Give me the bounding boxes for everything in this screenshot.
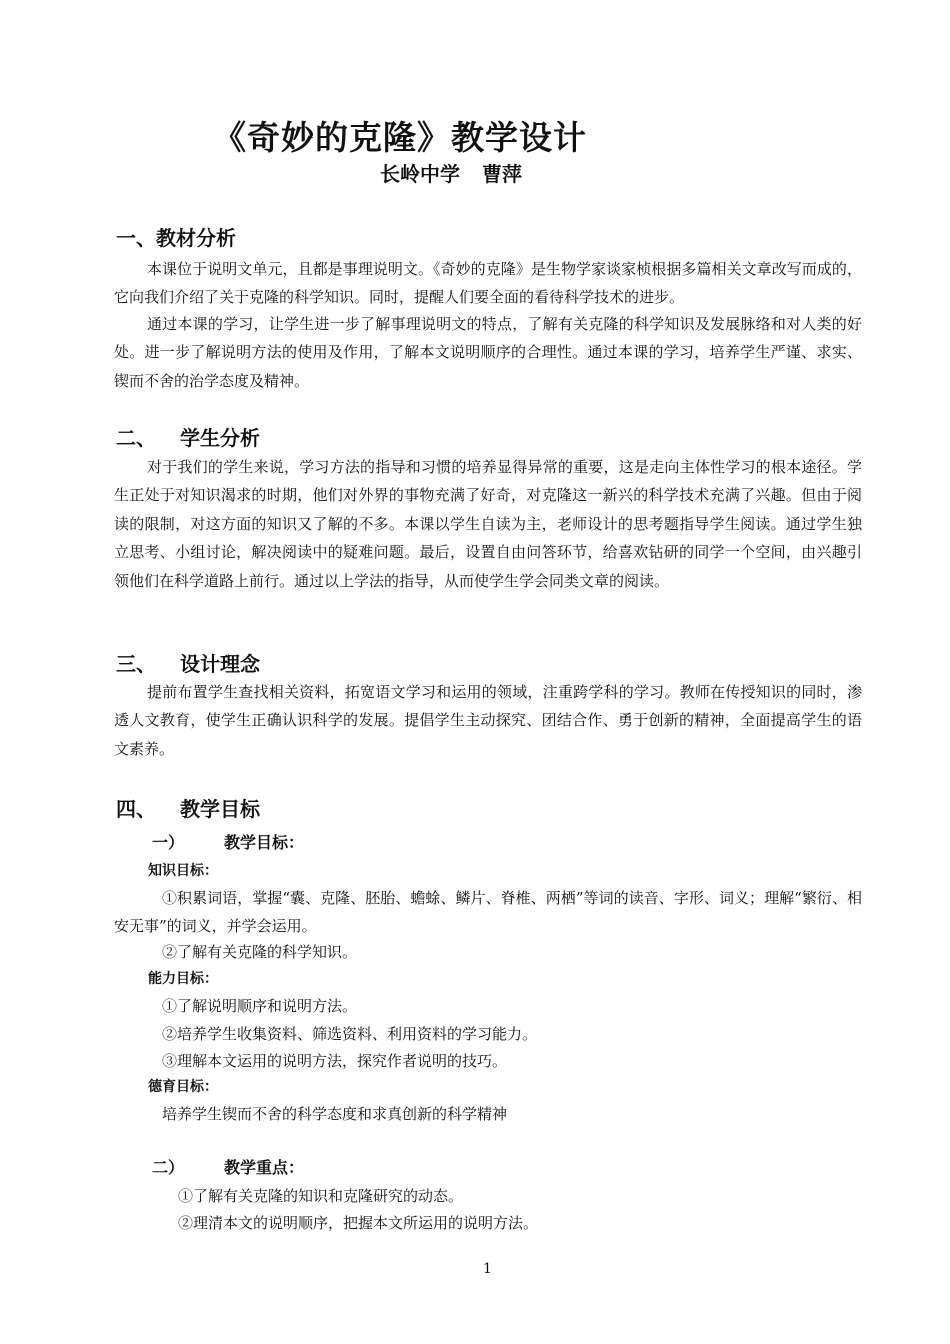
subsection-number: 二） — [152, 1158, 185, 1177]
section-heading-4 — [116, 795, 260, 823]
section-1-paragraph-2: 通过本课的学习，让学生进一步了解事理说明文的特点，了解有关克隆的科学知识及发展脉络和对人类的好处。进一步了解说明方法的使用及作用，了解本文说明顺序的合理性。通过本课的学习，培养学生严谨、求实、锲而不舍的治学态度及精神。 — [114, 315, 862, 390]
section-2-paragraph-1: 对于我们的学生来说，学习方法的指导和习惯的培养显得异常的重要，这是走向主体性学习的根本途径。学生正处于对知识渴求的时期，他们对外界的事物充满了好奇，对克隆这一新兴的科学技术充满了兴趣。但由于阅读的限制，对这方面的知识又了解的不多。本课以学生自读为主，老师设计的思考题指导学生阅读。通过学生独立思考、小组讨论，解决阅读中的疑难问题。最后，设置自由问答环节，给喜欢钻研的同学一个空间，由兴趣引领他们在科学道路上前行。通过以上学法的指导，从而使学生学会同类文章的阅读。 — [114, 458, 862, 590]
section-number: 四、 — [116, 797, 156, 821]
section-title: 学生分析 — [180, 426, 260, 450]
knowledge-goal-item-2: ②了解有关克隆的科学知识。 — [162, 943, 358, 961]
author-name: 曹萍 — [482, 162, 522, 186]
section-number: 三、 — [116, 652, 156, 676]
section-number: 一、 — [116, 226, 156, 250]
ability-goal-item-3: ③理解本文运用的说明方法，探究作者说明的技巧。 — [162, 1052, 508, 1070]
subsection-heading-key-points — [152, 1156, 304, 1180]
subsection-title: 教学重点： — [224, 1158, 305, 1177]
key-point-item-1: ①了解有关克隆的知识和克隆研究的动态。 — [178, 1187, 464, 1205]
section-title: 教学目标 — [180, 797, 260, 821]
subsection-heading-goals — [152, 831, 304, 855]
ability-goal-item-2: ②培养学生收集资料、筛选资料、利用资料的学习能力。 — [162, 1025, 538, 1043]
ability-goal-item-1: ①了解说明顺序和说明方法。 — [162, 997, 358, 1015]
section-heading-3 — [116, 650, 260, 678]
key-point-item-2: ②理清本文的说明顺序，把握本文所运用的说明方法。 — [178, 1214, 539, 1232]
section-title: 教材分析 — [156, 226, 236, 250]
knowledge-goals-label: 知识目标： — [148, 863, 218, 879]
author-line — [380, 160, 522, 188]
section-heading-1 — [116, 224, 236, 252]
subsection-title: 教学目标： — [224, 833, 305, 852]
subsection-number: 一） — [152, 833, 185, 852]
moral-goal-item-1: 培养学生锲而不舍的科学态度和求真创新的科学精神 — [162, 1105, 508, 1123]
section-1-paragraph-1: 本课位于说明文单元，且都是事理说明文。《奇妙的克隆》是生物学家谈家桢根据多篇相关文章改写而成的，它向我们介绍了关于克隆的科学知识。同时，提醒人们要全面的看待科学技术的进步。 — [114, 260, 862, 307]
page-number: 1 — [483, 1261, 492, 1277]
ability-goals-label: 能力目标： — [148, 971, 218, 987]
author-school: 长岭中学 — [380, 162, 460, 186]
knowledge-goal-item-1: ①积累词语，掌握“囊、克隆、胚胎、蟾蜍、鳞片、脊椎、两栖”等词的读音、字形、词义；理解“繁衍、相安无事”的词义，并学会运用。 — [114, 889, 862, 935]
section-heading-2 — [116, 424, 260, 452]
section-number: 二、 — [116, 426, 156, 450]
moral-goals-label: 德育目标： — [148, 1079, 218, 1095]
section-3-paragraph-1: 提前布置学生查找相关资料，拓宽语文学习和运用的领域，注重跨学科的学习。教师在传授知识的同时，渗透人文教育，使学生正确认识科学的发展。提倡学生主动探究、团结合作、勇于创新的精神，全面提高学生的语文素养。 — [114, 683, 862, 758]
section-title: 设计理念 — [180, 652, 260, 676]
document-title: 《奇妙的克隆》教学设计 — [213, 118, 587, 157]
